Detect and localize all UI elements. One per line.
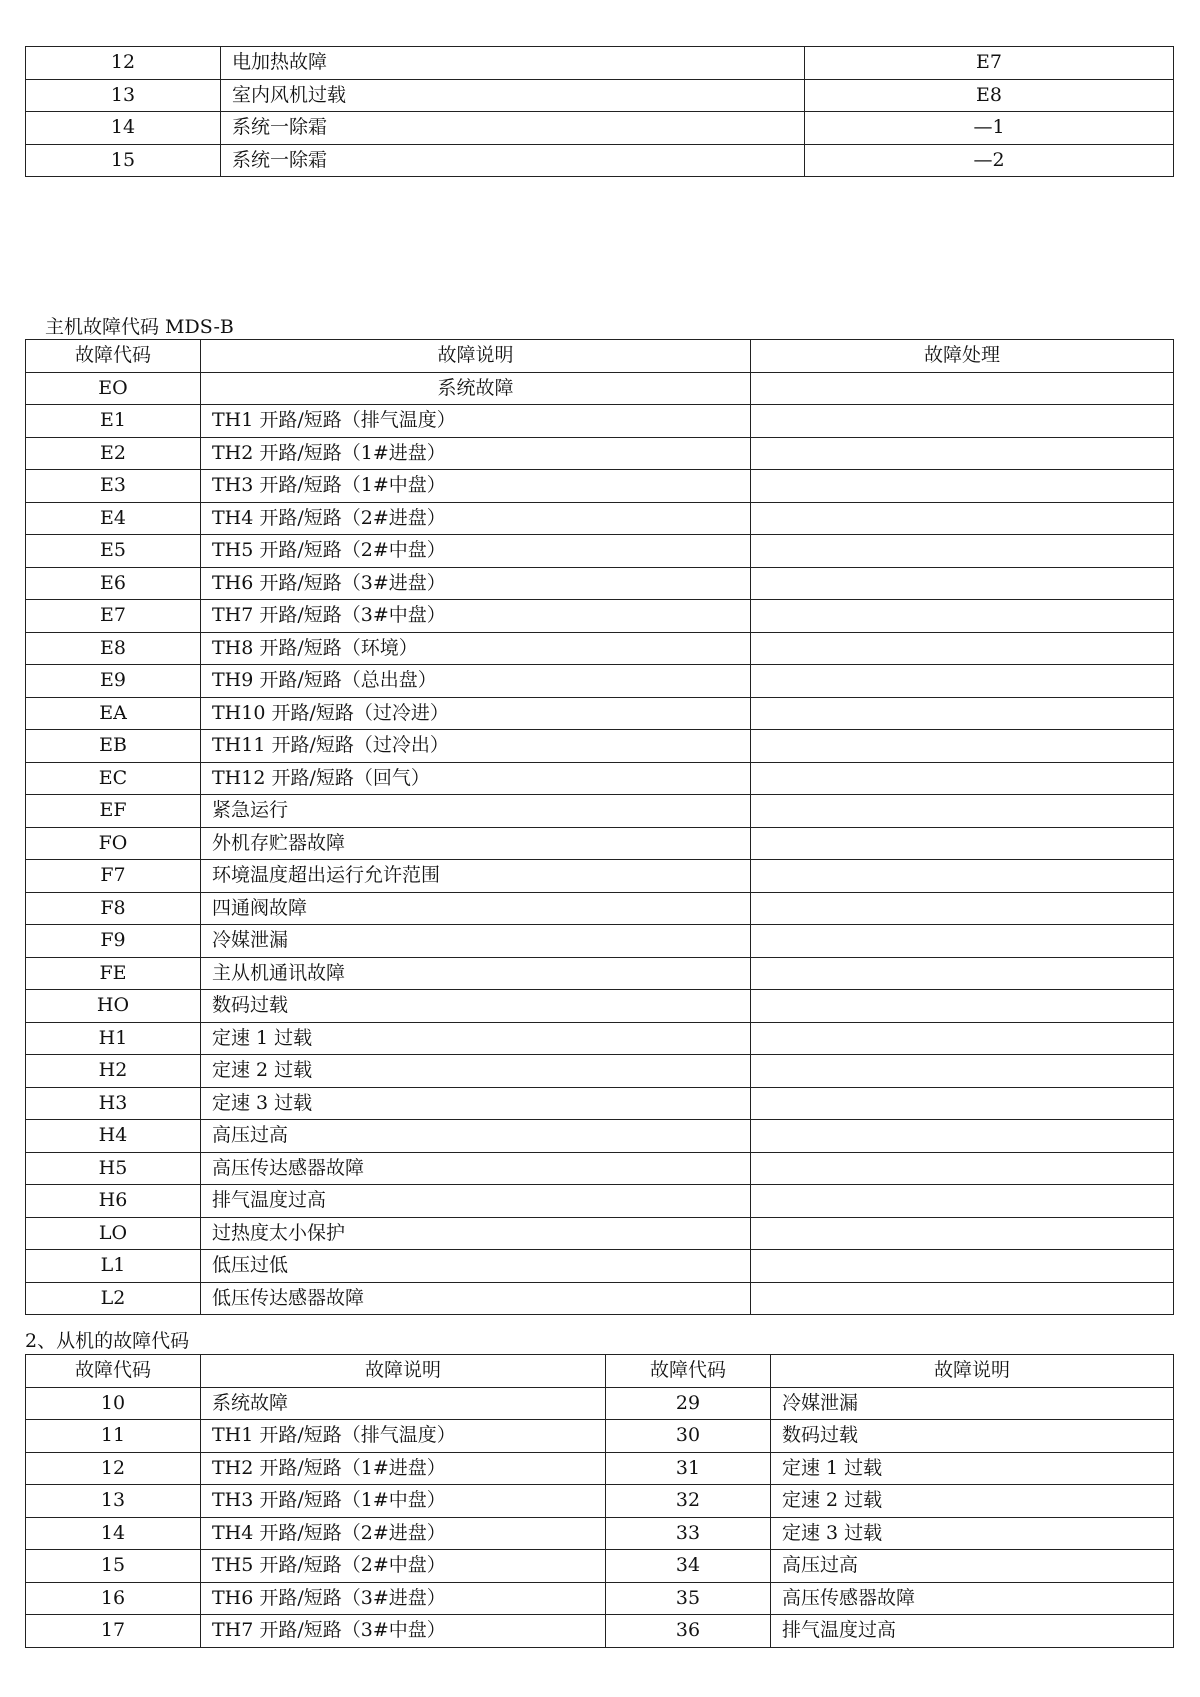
table-row — [26, 112, 1174, 145]
slave-fault-table — [25, 1354, 1174, 1648]
fault-handling — [751, 535, 1174, 568]
fault-description: TH1 开路/短路（排气温度） — [201, 405, 751, 438]
fault-handling — [751, 437, 1174, 470]
header-fault-description-left: 故障说明 — [201, 1355, 606, 1388]
row-number: 15 — [26, 144, 221, 177]
fault-description: TH5 开路/短路（2#中盘） — [201, 535, 751, 568]
header-row — [26, 1355, 1174, 1388]
fault-code: E9 — [26, 665, 201, 698]
fault-description-left: TH7 开路/短路（3#中盘） — [201, 1615, 606, 1648]
fault-description: TH6 开路/短路（3#进盘） — [201, 567, 751, 600]
fault-handling — [751, 502, 1174, 535]
fault-code: E2 — [26, 437, 201, 470]
fault-handling — [751, 957, 1174, 990]
fault-handling — [751, 990, 1174, 1023]
fault-description-left: TH5 开路/短路（2#中盘） — [201, 1550, 606, 1583]
fault-description: 数码过载 — [201, 990, 751, 1023]
table-row — [26, 665, 1174, 698]
table-row — [26, 827, 1174, 860]
fault-code-left: 17 — [26, 1615, 201, 1648]
table-row — [26, 1517, 1174, 1550]
fault-description: TH7 开路/短路（3#中盘） — [201, 600, 751, 633]
fault-code: E7 — [805, 47, 1174, 80]
header-row — [26, 340, 1174, 373]
fault-code-right: 33 — [606, 1517, 771, 1550]
header-fault-handling: 故障处理 — [751, 340, 1174, 373]
fault-handling — [751, 795, 1174, 828]
fault-code-left: 12 — [26, 1452, 201, 1485]
master-table-body — [26, 372, 1174, 1315]
fault-code: F9 — [26, 925, 201, 958]
fault-handling — [751, 697, 1174, 730]
fault-code-left: 15 — [26, 1550, 201, 1583]
fault-code: E4 — [26, 502, 201, 535]
fault-handling — [751, 600, 1174, 633]
header-fault-description-right: 故障说明 — [771, 1355, 1174, 1388]
fault-handling — [751, 1250, 1174, 1283]
fault-description: TH2 开路/短路（1#进盘） — [201, 437, 751, 470]
fault-description: TH8 开路/短路（环境） — [201, 632, 751, 665]
header-fault-code-right: 故障代码 — [606, 1355, 771, 1388]
fault-description: TH11 开路/短路（过冷出） — [201, 730, 751, 763]
fault-code: E6 — [26, 567, 201, 600]
fault-code-left: 13 — [26, 1485, 201, 1518]
fault-code: E5 — [26, 535, 201, 568]
table-row — [26, 1185, 1174, 1218]
header-fault-description: 故障说明 — [201, 340, 751, 373]
table-row — [26, 1250, 1174, 1283]
fault-description-left: TH1 开路/短路（排气温度） — [201, 1420, 606, 1453]
fault-description-left: TH4 开路/短路（2#进盘） — [201, 1517, 606, 1550]
fault-handling — [751, 730, 1174, 763]
table-row — [26, 762, 1174, 795]
table-row — [26, 1022, 1174, 1055]
table-row — [26, 1055, 1174, 1088]
table-row — [26, 1087, 1174, 1120]
fault-description: 定速 1 过载 — [201, 1022, 751, 1055]
fault-handling — [751, 372, 1174, 405]
table-row — [26, 1120, 1174, 1153]
fault-description: 外机存贮器故障 — [201, 827, 751, 860]
fault-description: 环境温度超出运行允许范围 — [201, 860, 751, 893]
table-row — [26, 1582, 1174, 1615]
table-row — [26, 144, 1174, 177]
fault-code: E7 — [26, 600, 201, 633]
fault-handling — [751, 1087, 1174, 1120]
fault-description-left: TH6 开路/短路（3#进盘） — [201, 1582, 606, 1615]
table-row — [26, 697, 1174, 730]
fault-code: F8 — [26, 892, 201, 925]
table-row — [26, 1152, 1174, 1185]
fault-description-right: 排气温度过高 — [771, 1615, 1174, 1648]
table-row — [26, 437, 1174, 470]
fault-description: TH12 开路/短路（回气） — [201, 762, 751, 795]
row-number: 14 — [26, 112, 221, 145]
table-row — [26, 925, 1174, 958]
fault-handling — [751, 632, 1174, 665]
fault-code: E3 — [26, 470, 201, 503]
fault-handling — [751, 1152, 1174, 1185]
slave-table-body — [26, 1387, 1174, 1647]
fault-description-left: TH2 开路/短路（1#进盘） — [201, 1452, 606, 1485]
top-fault-table-body — [26, 47, 1174, 177]
table-row — [26, 632, 1174, 665]
fault-code: E1 — [26, 405, 201, 438]
fault-handling — [751, 1022, 1174, 1055]
fault-code-left: 16 — [26, 1582, 201, 1615]
table-row — [26, 1550, 1174, 1583]
fault-code: H4 — [26, 1120, 201, 1153]
table-row — [26, 1387, 1174, 1420]
fault-code: EO — [26, 372, 201, 405]
fault-handling — [751, 665, 1174, 698]
table-row — [26, 730, 1174, 763]
table-row — [26, 567, 1174, 600]
table-row — [26, 79, 1174, 112]
fault-description-left: 系统故障 — [201, 1387, 606, 1420]
fault-description: TH3 开路/短路（1#中盘） — [201, 470, 751, 503]
table-row — [26, 1452, 1174, 1485]
fault-description-right: 高压传感器故障 — [771, 1582, 1174, 1615]
fault-code: EB — [26, 730, 201, 763]
fault-description: 室内风机过载 — [221, 79, 805, 112]
fault-handling — [751, 762, 1174, 795]
table-row — [26, 1420, 1174, 1453]
fault-code-right: 32 — [606, 1485, 771, 1518]
fault-description: 紧急运行 — [201, 795, 751, 828]
slave-table-header — [26, 1355, 1174, 1388]
table-row — [26, 1485, 1174, 1518]
table-row — [26, 535, 1174, 568]
fault-description-right: 定速 3 过载 — [771, 1517, 1174, 1550]
table-row — [26, 1217, 1174, 1250]
fault-description: 电加热故障 — [221, 47, 805, 80]
fault-description: 系统故障 — [201, 372, 751, 405]
fault-description-right: 定速 1 过载 — [771, 1452, 1174, 1485]
fault-description: 定速 3 过载 — [201, 1087, 751, 1120]
table-row — [26, 600, 1174, 633]
fault-description: 排气温度过高 — [201, 1185, 751, 1218]
fault-handling — [751, 827, 1174, 860]
fault-code: —2 — [805, 144, 1174, 177]
fault-description-right: 高压过高 — [771, 1550, 1174, 1583]
fault-description: 系统一除霜 — [221, 144, 805, 177]
fault-description: 低压过低 — [201, 1250, 751, 1283]
fault-handling — [751, 405, 1174, 438]
fault-code: H2 — [26, 1055, 201, 1088]
fault-code: H1 — [26, 1022, 201, 1055]
table-row — [26, 470, 1174, 503]
fault-code: L2 — [26, 1282, 201, 1315]
fault-description: TH4 开路/短路（2#进盘） — [201, 502, 751, 535]
fault-handling — [751, 1282, 1174, 1315]
row-number: 13 — [26, 79, 221, 112]
fault-code: E8 — [26, 632, 201, 665]
fault-code: H6 — [26, 1185, 201, 1218]
fault-code: FO — [26, 827, 201, 860]
fault-code: FE — [26, 957, 201, 990]
fault-handling — [751, 1120, 1174, 1153]
fault-code-right: 31 — [606, 1452, 771, 1485]
fault-code: —1 — [805, 112, 1174, 145]
fault-code-right: 30 — [606, 1420, 771, 1453]
fault-description: 低压传达感器故障 — [201, 1282, 751, 1315]
fault-description: TH10 开路/短路（过冷进） — [201, 697, 751, 730]
fault-description: TH9 开路/短路（总出盘） — [201, 665, 751, 698]
fault-code-left: 14 — [26, 1517, 201, 1550]
fault-code: EA — [26, 697, 201, 730]
header-fault-code-left: 故障代码 — [26, 1355, 201, 1388]
fault-handling — [751, 925, 1174, 958]
fault-code: H5 — [26, 1152, 201, 1185]
fault-code: HO — [26, 990, 201, 1023]
table-row — [26, 892, 1174, 925]
fault-handling — [751, 860, 1174, 893]
fault-description-right: 冷媒泄漏 — [771, 1387, 1174, 1420]
table-row — [26, 47, 1174, 80]
top-fault-table — [25, 46, 1174, 177]
fault-description-right: 定速 2 过载 — [771, 1485, 1174, 1518]
fault-description: 高压传达感器故障 — [201, 1152, 751, 1185]
fault-description: 系统一除霜 — [221, 112, 805, 145]
header-fault-code: 故障代码 — [26, 340, 201, 373]
table-row — [26, 1282, 1174, 1315]
fault-handling — [751, 892, 1174, 925]
master-section-heading: 主机故障代码 MDS-B — [45, 316, 234, 338]
row-number: 12 — [26, 47, 221, 80]
table-row — [26, 405, 1174, 438]
fault-description-right: 数码过载 — [771, 1420, 1174, 1453]
fault-description: 定速 2 过载 — [201, 1055, 751, 1088]
fault-description: 四通阀故障 — [201, 892, 751, 925]
fault-description-left: TH3 开路/短路（1#中盘） — [201, 1485, 606, 1518]
fault-code: EC — [26, 762, 201, 795]
fault-code-left: 11 — [26, 1420, 201, 1453]
fault-code: L1 — [26, 1250, 201, 1283]
fault-code: E8 — [805, 79, 1174, 112]
fault-code-right: 29 — [606, 1387, 771, 1420]
table-row — [26, 372, 1174, 405]
fault-description: 高压过高 — [201, 1120, 751, 1153]
fault-handling — [751, 1055, 1174, 1088]
fault-description: 过热度太小保护 — [201, 1217, 751, 1250]
fault-handling — [751, 470, 1174, 503]
fault-code: H3 — [26, 1087, 201, 1120]
table-row — [26, 1615, 1174, 1648]
fault-code: EF — [26, 795, 201, 828]
master-table-header — [26, 340, 1174, 373]
fault-code: LO — [26, 1217, 201, 1250]
fault-code-right: 34 — [606, 1550, 771, 1583]
fault-handling — [751, 1185, 1174, 1218]
table-row — [26, 860, 1174, 893]
table-row — [26, 957, 1174, 990]
fault-handling — [751, 1217, 1174, 1250]
fault-code: F7 — [26, 860, 201, 893]
fault-code-right: 36 — [606, 1615, 771, 1648]
fault-code-right: 35 — [606, 1582, 771, 1615]
master-fault-table — [25, 339, 1174, 1315]
fault-description: 主从机通讯故障 — [201, 957, 751, 990]
fault-code-left: 10 — [26, 1387, 201, 1420]
fault-handling — [751, 567, 1174, 600]
fault-description: 冷媒泄漏 — [201, 925, 751, 958]
slave-section-heading: 2、从机的故障代码 — [25, 1330, 190, 1352]
table-row — [26, 990, 1174, 1023]
table-row — [26, 502, 1174, 535]
table-row — [26, 795, 1174, 828]
